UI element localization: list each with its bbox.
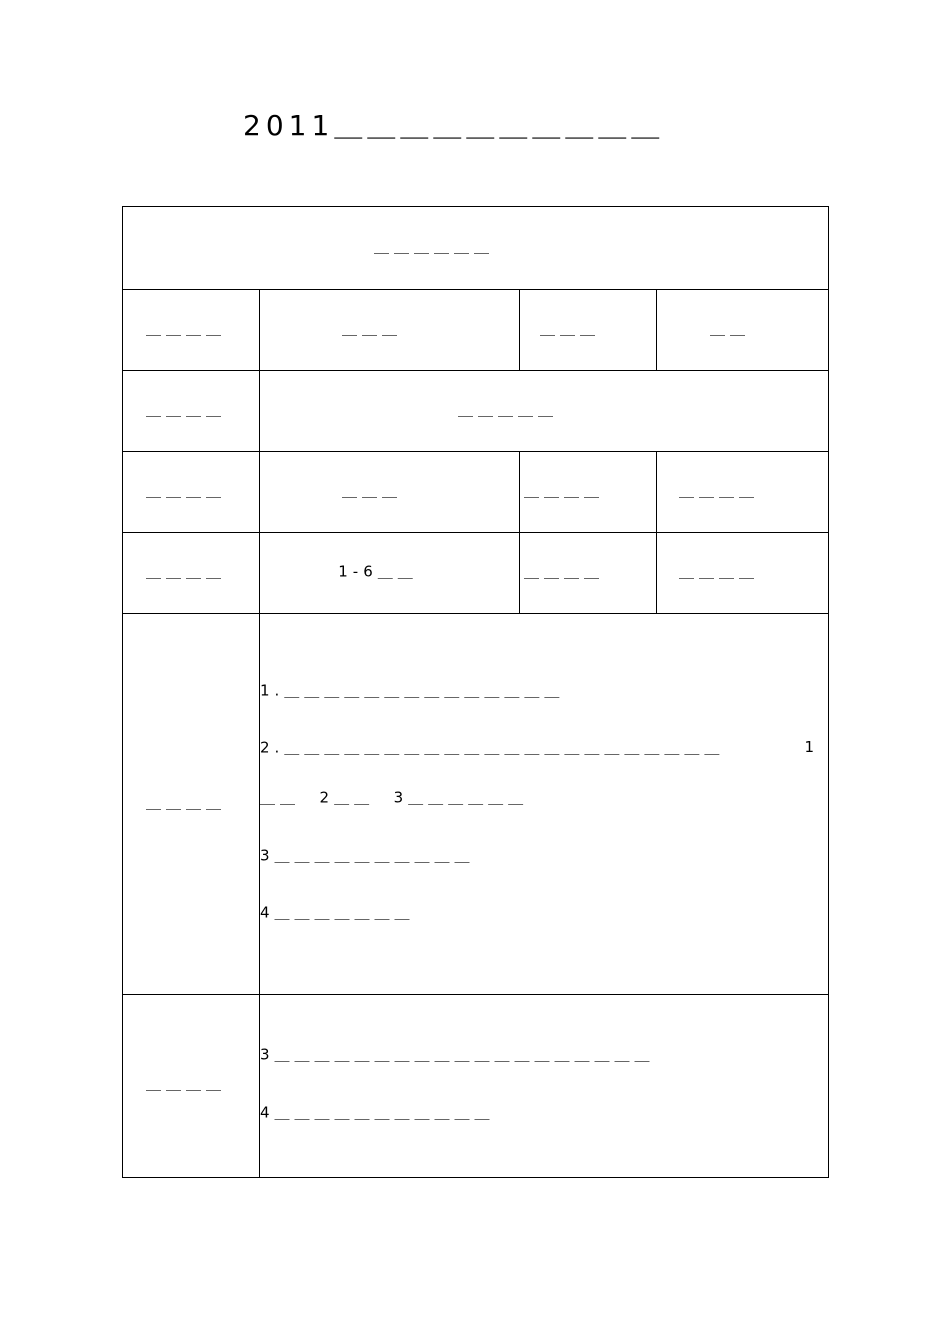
row6-line: 3＿＿＿＿＿＿＿＿＿＿＿＿＿＿＿＿＿＿＿ [260,1045,655,1064]
table-border-top [122,206,829,207]
row1-label: ＿＿＿＿ [146,319,227,338]
row-divider [122,994,829,995]
row5-label: ＿＿＿＿ [146,793,227,812]
table-border-right [828,206,829,1178]
table-border-bottom [122,1177,829,1178]
row5-line: 2.＿＿＿＿＿＿＿＿＿＿＿＿＿＿＿＿＿＿＿＿＿＿ [260,738,725,757]
row-divider [122,532,829,533]
row2-label: ＿＿＿＿ [146,400,227,419]
row-divider [122,451,829,452]
row4-label: ＿＿＿＿ [146,562,227,581]
row-divider [122,370,829,371]
row4-value2: ＿＿＿＿ [678,562,760,581]
row-divider [122,613,829,614]
page-title: 2011＿＿＿＿＿＿＿＿＿＿ [243,109,665,142]
row6-label: ＿＿＿＿ [146,1074,227,1093]
table-header: ＿＿＿＿＿＿ [373,237,495,256]
row6-line: 4＿＿＿＿＿＿＿＿＿＿＿ [260,1103,495,1122]
row4-label2: ＿＿＿＿ [523,562,605,581]
row3-value: ＿＿＿ [341,481,403,500]
row-divider [122,289,829,290]
column-divider [519,289,520,370]
row5-line: ＿＿ 2＿＿ 3＿＿＿＿＿＿ [260,788,529,807]
row5-line-end: 1 [804,738,814,756]
column-divider [656,451,657,613]
row3-value2: ＿＿＿＿ [678,481,760,500]
row1-label2: ＿＿＿ [539,319,601,338]
row3-label2: ＿＿＿＿ [523,481,605,500]
row5-line: 4＿＿＿＿＿＿＿ [260,903,415,922]
row2-value: ＿＿＿＿＿ [457,400,559,419]
row3-label: ＿＿＿＿ [146,481,227,500]
row5-line: 3＿＿＿＿＿＿＿＿＿＿ [260,846,475,865]
info-table [122,206,829,1178]
column-divider [519,451,520,613]
row5-line: 1.＿＿＿＿＿＿＿＿＿＿＿＿＿＿ [260,681,565,700]
row1-value2: ＿＿ [709,319,751,338]
row4-value: 1-6＿＿ [338,562,418,581]
table-border-left [122,206,123,1178]
row1-value: ＿＿＿ [341,319,403,338]
column-divider [656,289,657,370]
